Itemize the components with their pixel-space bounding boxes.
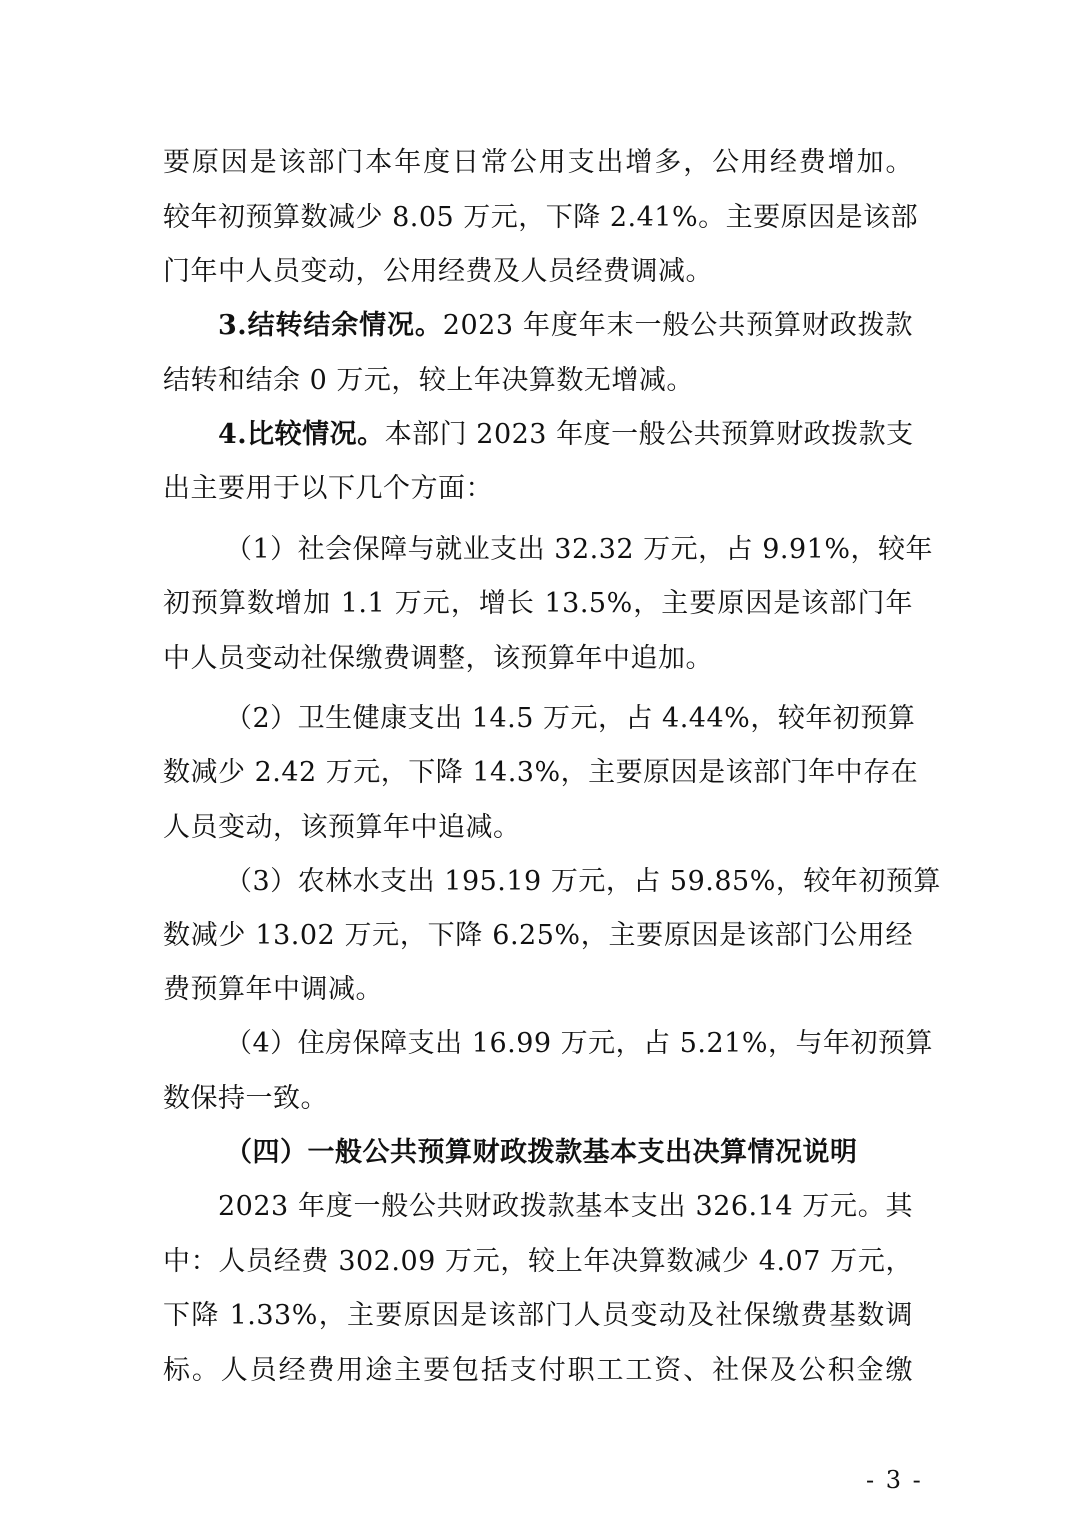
- paragraph-line: （2）卫生健康支出 14.5 万元，占 4.44%，较年初预算: [225, 703, 916, 734]
- paragraph-line: 中：人员经费 302.09 万元，较上年决算数减少 4.07 万元，: [163, 1246, 913, 1277]
- paragraph-line: 初预算数增加 1.1 万元，增长 13.5%，主要原因是该部门年: [163, 588, 913, 619]
- paragraph-line: （3）农林水支出 195.19 万元，占 59.85%，较年初预算: [225, 866, 941, 897]
- section-heading-basic-expenditure: （四）一般公共预算财政拨款基本支出决算情况说明: [225, 1137, 858, 1168]
- paragraph-line: 费预算年中调减。: [163, 974, 383, 1005]
- paragraph-line: 标。人员经费用途主要包括支付职工工资、社保及公积金缴: [163, 1355, 913, 1386]
- paragraph-text: 本部门 2023 年度一般公共预算财政拨款支: [384, 419, 914, 450]
- paragraph-text: 2023 年度年末一般公共预算财政拨款: [442, 310, 914, 341]
- paragraph-line: [218, 413, 913, 457]
- page-number: - 3 -: [866, 1466, 923, 1494]
- paragraph-line: 结转和结余 0 万元，较上年决算数无增减。: [163, 365, 694, 396]
- paragraph-line: 出主要用于以下几个方面：: [163, 473, 493, 504]
- section-heading-carryover: 3.结转结余情况。: [218, 310, 443, 341]
- paragraph-line: 数减少 13.02 万元，下降 6.25%，主要原因是该部门公用经: [163, 920, 913, 951]
- paragraph-line: 较年初预算数减少 8.05 万元，下降 2.41%。主要原因是该部: [163, 202, 919, 233]
- paragraph-line: 数减少 2.42 万元，下降 14.3%，主要原因是该部门年中存在: [163, 757, 919, 788]
- section-heading-comparison: 4.比较情况。: [218, 419, 385, 450]
- paragraph-line: （1）社会保障与就业支出 32.32 万元，占 9.91%，较年: [225, 534, 933, 565]
- paragraph-line: 数保持一致。: [163, 1083, 328, 1114]
- paragraph-line: 人员变动，该预算年中追减。: [163, 812, 521, 843]
- paragraph-line: 2023 年度一般公共财政拨款基本支出 326.14 万元。其: [218, 1191, 913, 1222]
- paragraph-line: [218, 304, 913, 348]
- paragraph-line: 下降 1.33%，主要原因是该部门人员变动及社保缴费基数调: [163, 1300, 913, 1331]
- paragraph-line: （4）住房保障支出 16.99 万元，占 5.21%，与年初预算: [225, 1028, 933, 1059]
- paragraph-line: 要原因是该部门本年度日常公用支出增多，公用经费增加。: [163, 147, 913, 178]
- paragraph-line: 中人员变动社保缴费调整，该预算年中追加。: [163, 643, 713, 674]
- paragraph-line: 门年中人员变动，公用经费及人员经费调减。: [163, 256, 713, 287]
